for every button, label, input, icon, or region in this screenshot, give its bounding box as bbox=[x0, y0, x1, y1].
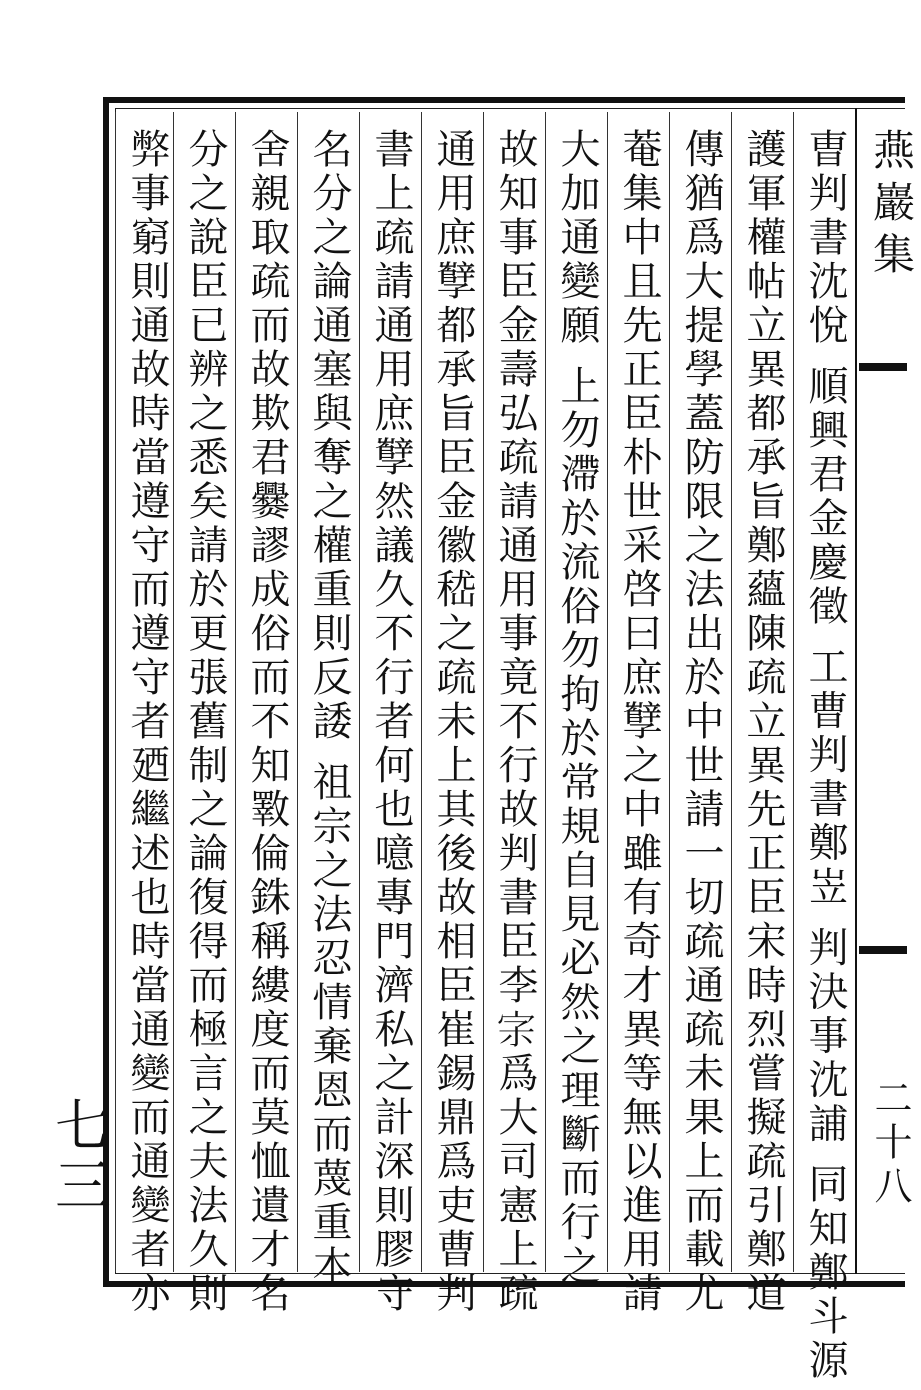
text-column-11: 分之說臣已辨之悉矣請於更張舊制之論復得而極言之夫法久則 bbox=[173, 112, 235, 1272]
fish-tail-top bbox=[859, 363, 907, 371]
text-column-12: 弊事窮則通故時當遵守而遵守者廼繼述也時當通變而通變者亦 bbox=[115, 112, 177, 1272]
text-column-9: 名分之論通塞與奪之權重則反諉 祖宗之法忍情棄恩而蔑重本 bbox=[297, 112, 359, 1272]
text-column-2: 護軍權帖立異都承旨鄭蘊陳疏立異先正臣宋時烈嘗擬疏引鄭道 bbox=[731, 112, 793, 1272]
margin-banner bbox=[855, 108, 916, 1274]
text-column-8: 書上疏請通用庶孼然議久不行者何也噫專門濟私之計深則膠守 bbox=[359, 112, 421, 1272]
text-column-10: 舍親取疏而故欺君爨謬成俗而不知斁倫銖稱縷度而莫恤遺才名 bbox=[235, 112, 297, 1272]
page-number: 七三 bbox=[46, 1096, 111, 1216]
book-title: 燕巖集 bbox=[867, 128, 916, 284]
text-column-5: 大加通變願 上勿滯於流俗勿拘於常規自見必然之理斷而行之 bbox=[545, 112, 607, 1272]
text-column-6: 故知事臣金壽弘疏請通用事竟不行故判書臣李𡧖爲大司憲上疏 bbox=[483, 112, 545, 1272]
text-column-3: 傳猶爲大提學蓋防限之法出於中世請一切疏通疏未果上而載尤 bbox=[669, 112, 731, 1272]
text-column-4: 菴集中且先正臣朴世采啓曰庶孼之中雖有奇才異等無以進用請 bbox=[607, 112, 669, 1272]
section-number: 二十八 bbox=[868, 1078, 912, 1210]
text-column-7: 通用庶孼都承旨臣金徽嵇之疏未上其後故相臣崔錫鼎爲吏曹判 bbox=[421, 112, 483, 1272]
text-column-1: 曺判書沈悅 順興君金慶徵 工曹判書鄭岦 判決事沈誧 同知鄭斗源 bbox=[793, 112, 855, 1272]
fish-tail-bottom bbox=[859, 946, 907, 954]
